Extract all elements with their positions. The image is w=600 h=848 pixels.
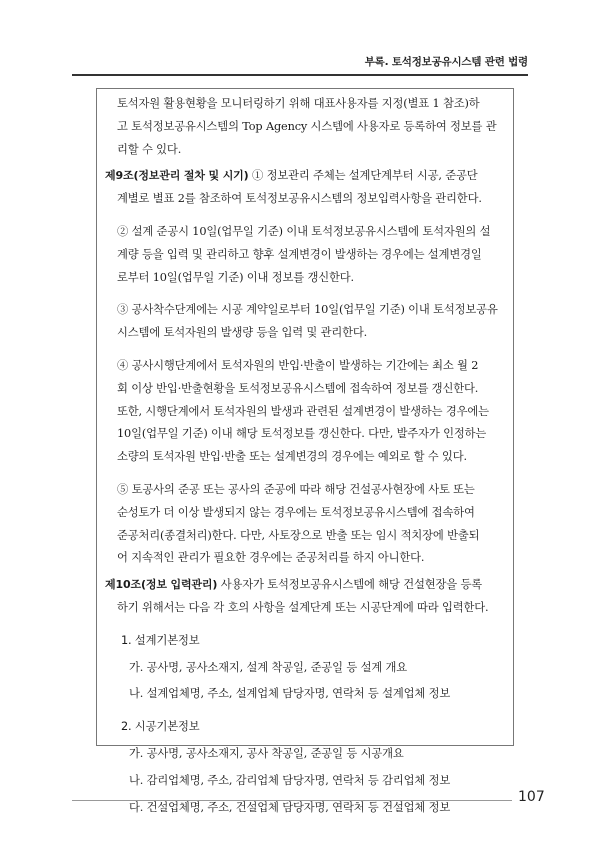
article-9-text: ① 정보관리 주체는 설계단계부터 시공, 준공단 — [248, 169, 478, 183]
list-item: 가. 공사명, 공사소재지, 공사 착공일, 준공일 등 시공개요 — [129, 746, 404, 760]
article-9-line — [105, 165, 505, 188]
paragraph-line: ⑤ 토공사의 준공 또는 공사의 준공에 따라 해당 건설공사현장에 사토 또는 — [117, 482, 475, 496]
paragraph-line: 10일(업무일 기준) 이내 해당 토석정보를 갱신한다. 다만, 발주자가 인정하는 — [117, 427, 487, 441]
article-9-paragraph-5 — [105, 479, 505, 570]
paragraph-line: ③ 공사착수단계에는 시공 계약일로부터 10일(업무일 기준) 이내 토석정보공유 — [117, 303, 498, 317]
article-10-heading: 제10조(정보 입력관리) — [105, 578, 218, 592]
paragraph-line: 회 이상 반입·반출현황을 토석정보공유시스템에 접속하여 정보를 갱신한다. — [117, 381, 479, 395]
article-10-line: 하기 위해서는 다음 각 호의 사항을 설계단계 또는 시공단계에 따라 입력한다. — [117, 600, 489, 614]
intro-line: 리할 수 있다. — [117, 142, 182, 156]
regulation-text-box — [96, 88, 514, 814]
paragraph-line: 로부터 10일(업무일 기준) 이내 정보를 갱신한다. — [117, 270, 354, 284]
paragraph-line: 소량의 토석자원 반입·반출 또는 설계변경의 경우에는 예외로 할 수 있다. — [117, 450, 467, 464]
list-item: 나. 감리업체명, 주소, 감리업체 담당자명, 연락처 등 감리업체 정보 — [129, 773, 451, 787]
intro-line: 고 토석정보공유시스템의 Top Agency 시스템에 사용자로 등록하여 정보를 관 — [117, 119, 497, 133]
section-title: 2. 시공기본정보 — [121, 720, 200, 734]
paragraph-line: ② 설계 준공시 10일(업무일 기준) 이내 토석정보공유시스템에 토석자원의 설 — [117, 224, 491, 238]
running-header: 부록. 토석정보공유시스템 관련 법령 — [364, 56, 528, 68]
page-number: 107 — [518, 789, 545, 805]
construction-info-section — [105, 716, 505, 819]
article-9-paragraph-4 — [105, 355, 505, 469]
list-item: 다. 건설업체명, 주소, 건설업체 담당자명, 연락처 등 건설업체 정보 — [129, 800, 451, 814]
paragraph-line: 시스템에 토석자원의 발생량 등을 입력 및 관리한다. — [117, 326, 368, 340]
footer-divider — [72, 800, 512, 801]
header-divider — [72, 74, 528, 76]
paragraph-line: 준공처리(종결처리)한다. 다만, 사토장으로 반출 또는 임시 적치장에 반출되 — [117, 528, 480, 542]
article-9-heading: 제9조(정보관리 절차 및 시기) — [105, 169, 249, 183]
section-title: 1. 설계기본정보 — [121, 633, 200, 647]
paragraph-line: 어 지속적인 관리가 필요한 경우에는 준공처리를 하지 아니한다. — [117, 551, 425, 565]
article-9-line: 계별로 별표 2를 참조하여 토석정보공유시스템의 정보입력사항을 관리한다. — [117, 192, 482, 206]
intro-line: 토석자원 활용현황을 모니터링하기 위해 대표사용자를 지정(별표 1 참조)하 — [117, 97, 480, 110]
paragraph-line: 순성토가 더 이상 발생되지 않는 경우에는 토석정보공유시스템에 접속하여 — [117, 505, 475, 519]
paragraph-line: 또한, 시행단계에서 토석자원의 발생과 관련된 설계변경이 발생하는 경우에는 — [117, 404, 489, 418]
paragraph-line: 계량 등을 입력 및 관리하고 향후 설계변경이 발생하는 경우에는 설계변경일 — [117, 247, 482, 261]
list-item: 나. 설계업체명, 주소, 설계업체 담당자명, 연락처 등 설계업체 정보 — [129, 687, 451, 701]
article-9-paragraph-3 — [105, 299, 505, 345]
article-9-paragraph-2 — [105, 221, 505, 289]
paragraph-line: ④ 공사시행단계에서 토석자원의 반입·반출이 발생하는 기간에는 최소 월 2 — [117, 358, 479, 372]
article-10-text: 사용자가 토석정보공유시스템에 해당 건설현장을 등록 — [217, 578, 483, 592]
article-10-line — [105, 574, 505, 597]
design-info-section — [105, 630, 505, 706]
list-item: 가. 공사명, 공사소재지, 설계 착공일, 준공일 등 설계 개요 — [129, 660, 408, 674]
